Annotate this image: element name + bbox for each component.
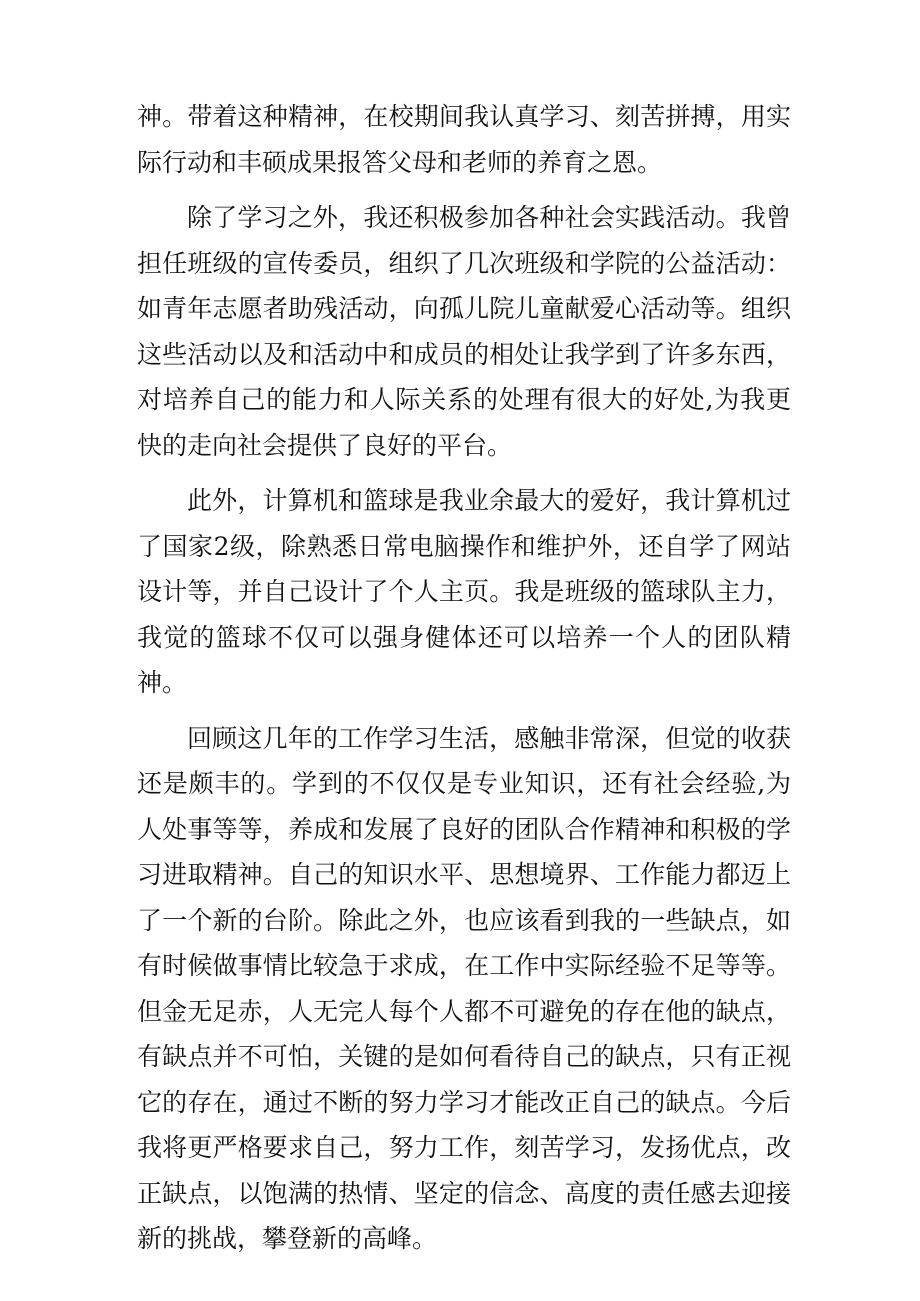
paragraph-2: 除了学习之外，我还积极参加各种社会实践活动。我曾担任班级的宣传委员，组织了几次班级和学院的公益活动：如青年志愿者助残活动，向孤儿院儿童献爱心活动等。组织这些活动以及和活动中和成员的相处让我学到了许多东西，对培养自己的能力和人际关系的处理有很大的好处,为我更快的走向社会提供了良好的平台。 — [137, 203, 791, 460]
paragraph-4: 回顾这几年的工作学习生活，感触非常深，但觉的收获还是颇丰的。学到的不仅仅是专业知识，还有社会经验,为人处事等等，养成和发展了良好的团队合作精神和积极的学习进取精神。自己的知识水平、思想境界、工作能力都迈上了一个新的台阶。除此之外，也应该看到我的一些缺点，如有时候做事情比较急于求成，在工作中实际经验不足等等。但金无足赤，人无完人每个人都不可避免的存在他的缺点，有缺点并不可怕，关键的是如何看待自己的缺点，只有正视它的存在，通过不断的努力学习才能改正自己的缺点。今后我将更严格要求自己，努力工作，刻苦学习，发扬优点，改正缺点，以饱满的热情、坚定的信念、高度的责任感去迎接新的挑战，攀登新的高峰。 — [137, 723, 791, 1253]
paragraph-1: 神。带着这种精神，在校期间我认真学习、刻苦拼搏，用实际行动和丰硕成果报答父母和老师的养育之恩。 — [137, 102, 791, 177]
paragraph-3: 此外，计算机和篮球是我业余最大的爱好，我计算机过了国家2级，除熟悉日常电脑操作和维护外，还自学了网站设计等，并自己设计了个人主页。我是班级的篮球队主力，我觉的篮球不仅可以强身健体还可以培养一个人的团队精神。 — [137, 486, 791, 697]
document-body — [137, 94, 791, 1272]
